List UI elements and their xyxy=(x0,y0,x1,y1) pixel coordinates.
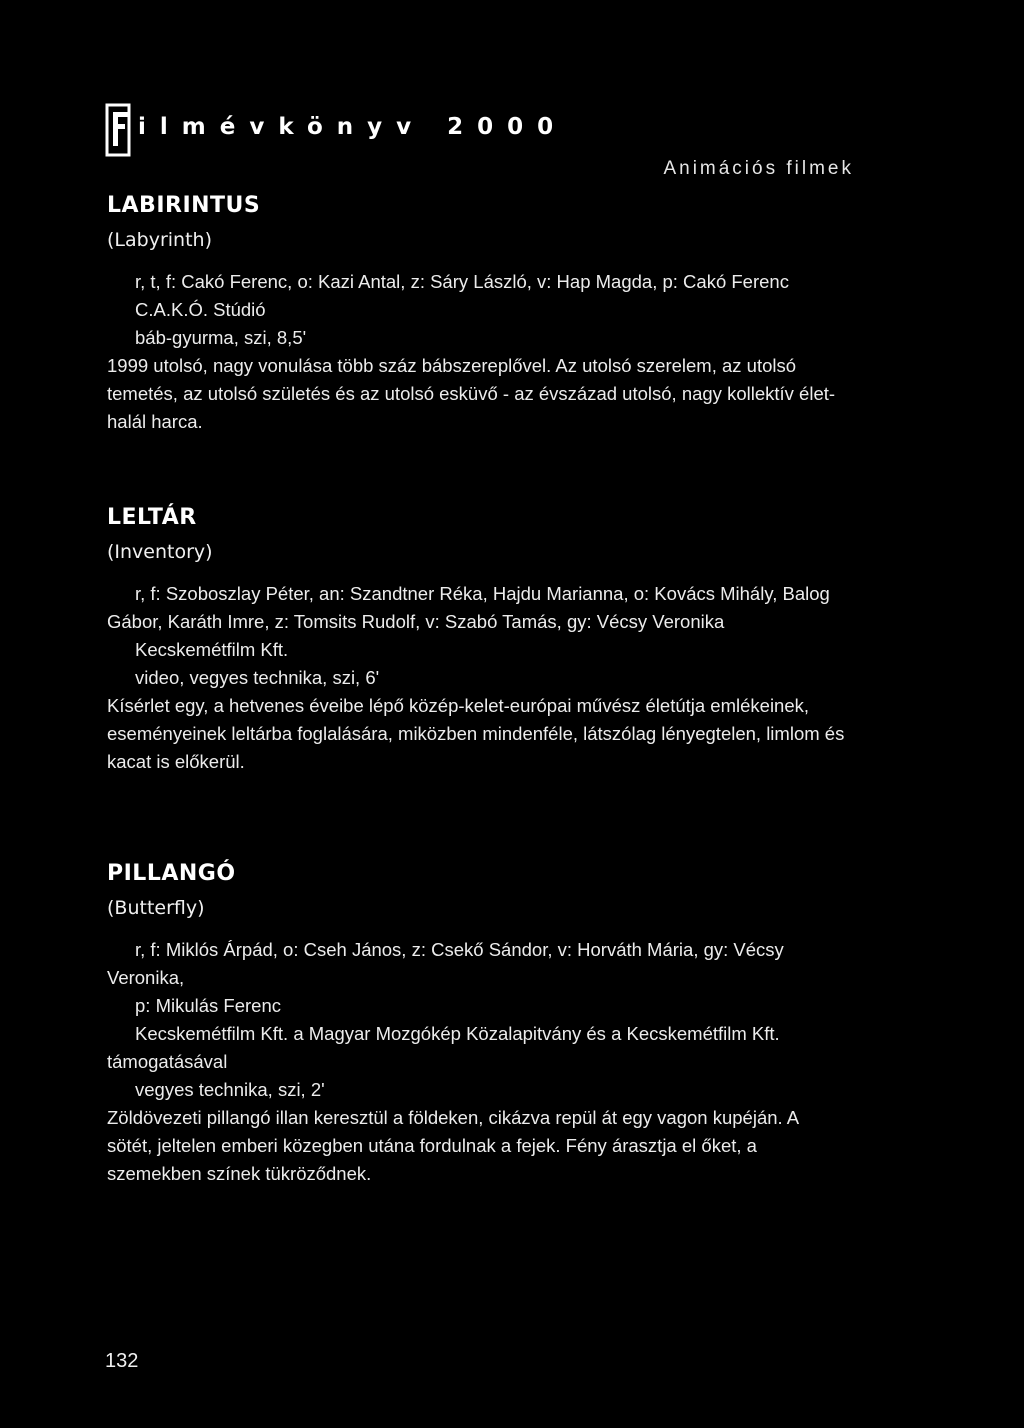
film-english-title: (Butterfly) xyxy=(107,897,205,919)
film-credits: r, f: Szoboszlay Péter, an: Szandtner Réka, Hajdu Marianna, o: Kovács Mihály, Balog Gábor, Karáth Imre, z: Tomsits Rudolf, v: Szabó Tamás, gy: Vécsy Veronika xyxy=(107,583,830,632)
film-technique: báb-gyurma, szi, 8,5' xyxy=(135,327,307,348)
film-synopsis: Kísérlet egy, a hetvenes éveibe lépő közép-kelet-európai művész életútja emlékeinek, eseményeinek leltárba foglalására, miközben mindenféle, látszólag lényegtelen, limlom és kacat is előkerül. xyxy=(107,695,845,772)
film-synopsis: Zöldövezeti pillangó illan keresztül a földeken, cikázva repül át egy vagon kupéján. A sötét, jeltelen emberi közegben utána fordulnak a fejek. Fény árasztja el őket, a szemekben színek tükröződnek. xyxy=(107,1107,799,1184)
film-english-title: (Labyrinth) xyxy=(107,229,212,251)
film-technique: video, vegyes technika, szi, 6' xyxy=(135,667,380,688)
yearbook-title: ilmévkönyv 2000 xyxy=(138,114,568,140)
page-header xyxy=(104,100,864,180)
film-technique: vegyes technika, szi, 2' xyxy=(135,1079,325,1100)
film-credits: r, t, f: Cakó Ferenc, o: Kazi Antal, z: Sáry László, v: Hap Magda, p: Cakó Ferenc xyxy=(135,271,789,292)
film-entry-pillango xyxy=(107,860,845,1188)
film-studio: Kecskemétfilm Kft. a Magyar Mozgókép Közalapitvány és a Kecskemétfilm Kft. támogatásával xyxy=(107,1023,780,1072)
film-entry-labirintus xyxy=(107,192,845,436)
film-credits: r, f: Miklós Árpád, o: Cseh János, z: Csekő Sándor, v: Horváth Mária, gy: Vécsy Veronika, xyxy=(107,939,784,988)
filmevkonyv-logo-icon xyxy=(104,102,132,158)
section-label: Animációs filmek xyxy=(663,158,854,179)
film-studio: C.A.K.Ó. Stúdió xyxy=(135,299,266,320)
page-number: 132 xyxy=(105,1350,139,1372)
film-studio: Kecskemétfilm Kft. xyxy=(135,639,289,660)
film-english-title: (Inventory) xyxy=(107,541,213,563)
film-producer: p: Mikulás Ferenc xyxy=(135,995,281,1016)
film-title: PILLANGÓ xyxy=(107,861,236,886)
film-synopsis: 1999 utolsó, nagy vonulása több száz bábszereplővel. Az utolsó szerelem, az utolsó temetés, az utolsó születés és az utolsó esküvő - az évszázad utolsó, nagy kollektív élet-halál harca. xyxy=(107,355,836,432)
film-entry-leltar xyxy=(107,504,845,776)
film-title: LELTÁR xyxy=(107,505,197,530)
film-title: LABIRINTUS xyxy=(107,193,261,218)
